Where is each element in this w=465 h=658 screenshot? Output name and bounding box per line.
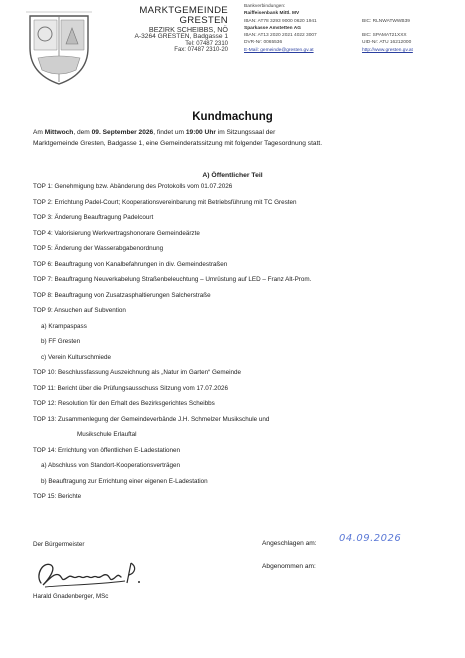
posted-date-handwritten: 04.09.2026	[339, 533, 402, 544]
website-link[interactable]: http://www.gresten.gv.at	[362, 47, 413, 53]
agenda-item: TOP 5: Änderung der Wasserabgabenordnung	[33, 245, 164, 252]
contact-block	[244, 3, 458, 54]
agenda-item: TOP 9: Ansuchen auf Subvention	[33, 307, 126, 314]
intro-paragraph	[33, 128, 438, 149]
removed-label: Abgenommen am:	[262, 563, 316, 570]
intro-text-line-2: Marktgemeinde Gresten, Badgasse 1, eine Gemeinderatssitzung mit folgender Tagesordnung statt.	[33, 139, 323, 147]
document-title: Kundmachung	[192, 111, 273, 123]
org-name-2: GRESTEN	[179, 15, 228, 27]
bank-2-name: Sparkasse Amstetten AG	[244, 25, 301, 31]
agenda-item: TOP 15: Berichte	[33, 493, 82, 500]
agenda-item: TOP 2: Errichtung Padel-Court; Kooperationsvereinbarung mit Betriebsführung mit TC Gresten	[33, 198, 297, 206]
agenda-item: TOP 1: Genehmigung bzw. Abänderung des Protokolls vom 01.07.2026	[33, 183, 233, 190]
bank-1-bic: BIC: RLNWATWWB39	[362, 18, 410, 24]
agenda-subitem: b) Beauftragung zur Errichtung einer eigenen E-Ladestation	[41, 477, 208, 485]
intro-text: , findet um	[153, 129, 186, 136]
agenda-item: TOP 8: Beauftragung von Zusatzasphaltierungen Salcherstraße	[33, 291, 211, 299]
district: BEZIRK SCHEIBBS, NÖ	[148, 25, 228, 35]
uid-number: UID-Nr: ATU 16212000	[362, 40, 412, 46]
coat-of-arms-logo	[20, 8, 98, 88]
agenda-subitem: b) FF Gresten	[41, 338, 81, 345]
phone: Tel: 07487 2310	[185, 40, 228, 47]
intro-text: im Sitzungssaal der	[215, 129, 276, 136]
mayor-label: Der Bürgermeister	[33, 541, 85, 548]
bank-1-name: Raiffeisenbank Mittl. MV	[244, 11, 300, 17]
meeting-time: 19:00 Uhr	[185, 129, 216, 136]
agenda-item: TOP 4: Valorisierung Werkvertragshonorare Gemeindeärzte	[33, 229, 200, 237]
mayor-signature	[33, 555, 153, 591]
bank-2-iban: IBAN: AT13 2020 2021 4022 3007	[244, 33, 317, 39]
agenda-item: TOP 6: Beauftragung von Kanalbefahrungen in div. Gemeindestraßen	[33, 260, 228, 268]
agenda-item: TOP 13: Zusammenlegung der Gemeindeverbände J.H. Schmelzer Musikschule und	[33, 415, 270, 423]
agenda-item: TOP 14: Errichtung von öffentlichen E-Ladestationen	[33, 446, 181, 454]
section-title: A) Öffentlicher Teil	[202, 172, 263, 179]
fax: Fax: 07487 2310-20	[174, 46, 228, 53]
agenda-item-continuation: Musikschule Erlauftal	[77, 431, 137, 438]
agenda-subitem: a) Krampaspass	[41, 322, 87, 330]
dvr-number: DVR-Nr: 0065536	[244, 40, 283, 46]
intro-text: , dem	[73, 129, 92, 136]
municipality-header	[110, 6, 228, 53]
intro-text: Am	[33, 129, 45, 136]
meeting-date: 09. September 2026	[91, 129, 154, 136]
agenda-item: TOP 7: Beauftragung Neuverkabelung Straßenbeleuchtung – Umrüstung auf LED – Franz Alt-Prom.	[33, 276, 312, 283]
meeting-day: Mittwoch	[44, 129, 74, 136]
bank-header: Bankverbindungen:	[244, 4, 286, 9]
org-name: MARKTGEMEINDE	[139, 5, 228, 16]
signer-name: Harald Gnadenberger, MSc	[33, 593, 109, 600]
bank-1-iban: IBAN: AT78 3293 9000 0620 1941	[244, 18, 317, 24]
agenda-item: TOP 11: Bericht über die Prüfungsausschuss Sitzung vom 17.07.2026	[33, 384, 228, 392]
bank-2-bic: BIC: SPAMAT21XXX	[362, 33, 407, 39]
email-link[interactable]: E-Mail: gemeinde@gresten.gv.at	[244, 47, 314, 53]
agenda-item: TOP 12: Resolution für den Erhalt des Bezirksgerichtes Scheibbs	[33, 400, 215, 407]
agenda-item: TOP 10: Beschlussfassung Auszeichnung als „Natur im Garten“ Gemeinde	[33, 369, 242, 376]
posted-label: Angeschlagen am:	[262, 540, 317, 547]
agenda-subitem: a) Abschluss von Standort-Kooperationsverträgen	[41, 462, 180, 469]
agenda-item: TOP 3: Änderung Beauftragung Padelcourt	[33, 214, 154, 221]
agenda-subitem: c) Verein Kulturschmiede	[41, 353, 111, 361]
address: A-3264 GRESTEN, Badgasse 1	[134, 32, 228, 40]
